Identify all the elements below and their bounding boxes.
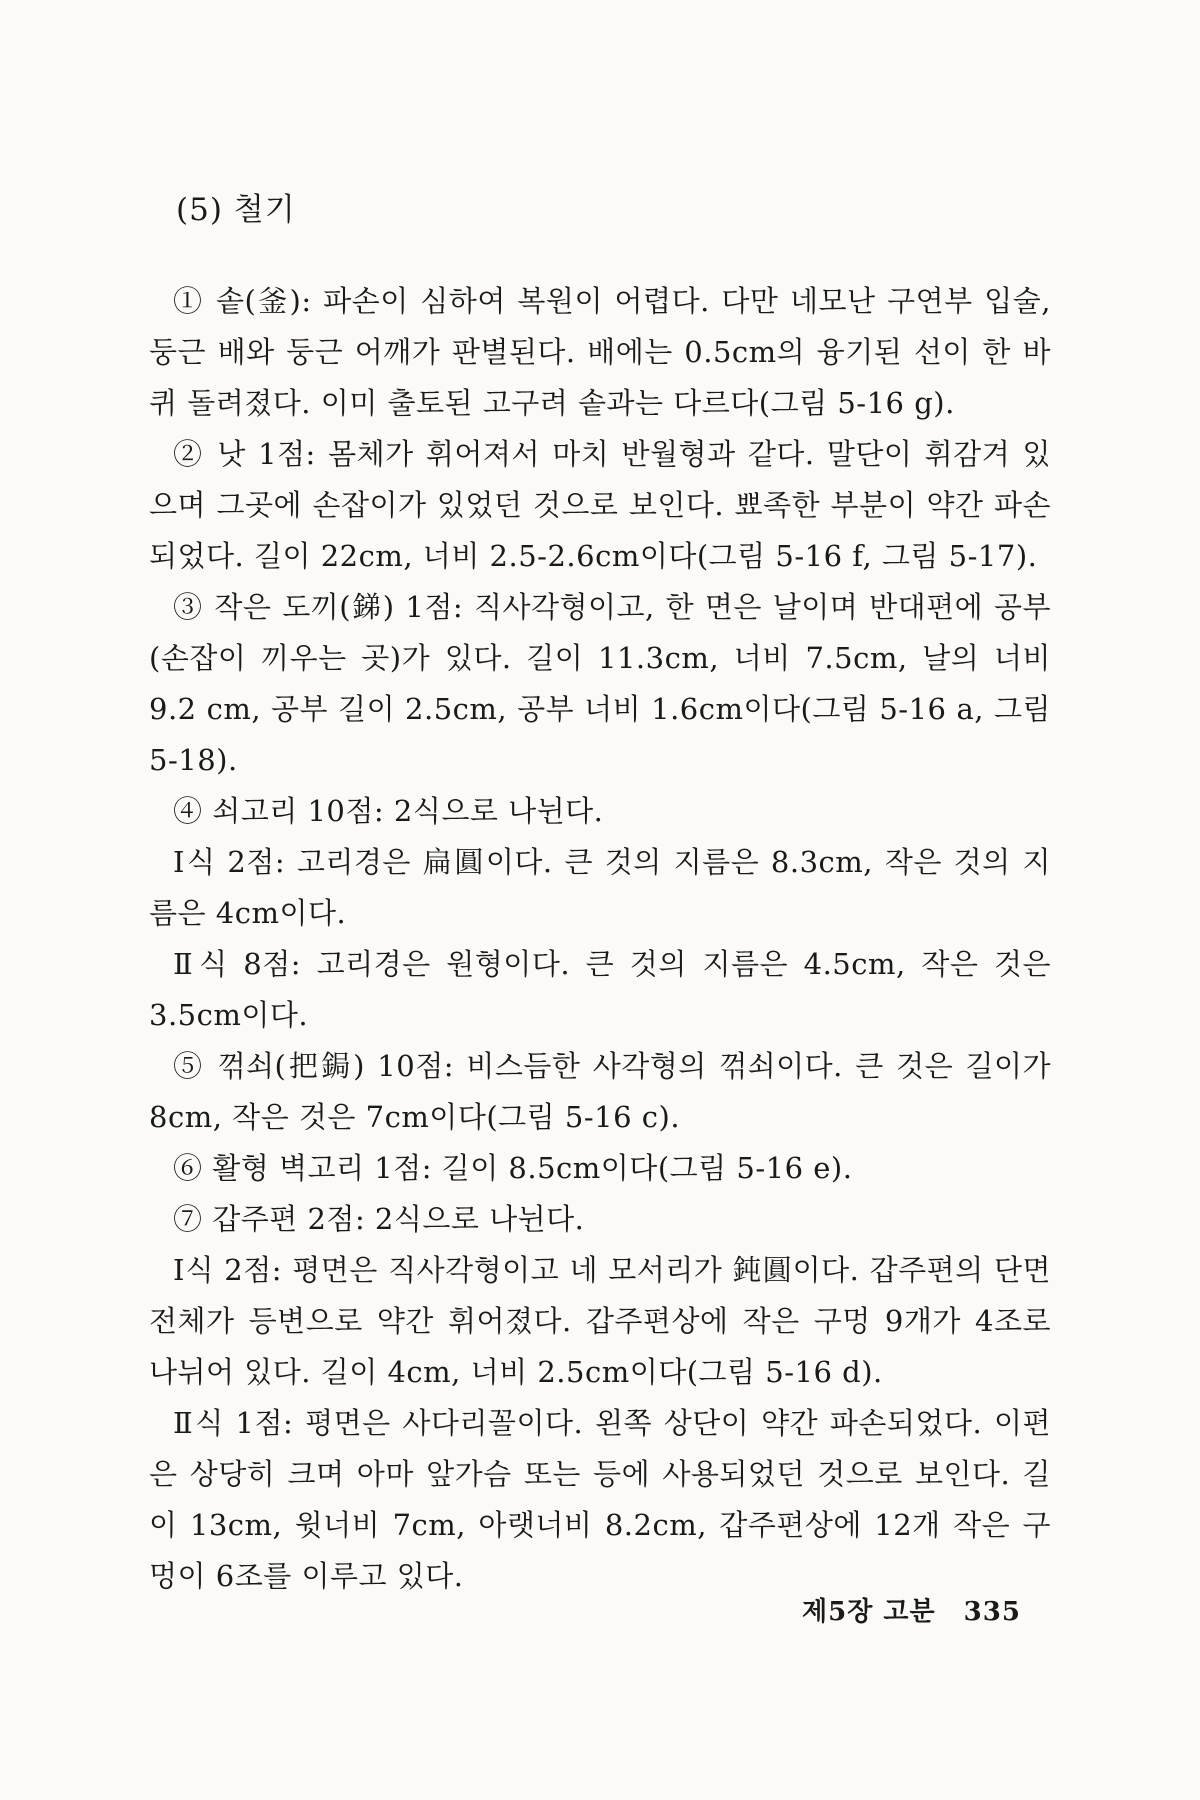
paragraph-clamps: ⑤ 꺾쇠(把鋦) 10점: 비스듬한 사각형의 꺾쇠이다. 큰 것은 길이가 8cm, 작은 것은 7cm이다(그림 5-16 c). [149,1049,1051,1134]
page-footer [802,1591,1021,1628]
paragraph-iron-rings-type-2: Ⅱ식 8점: 고리경은 원형이다. 큰 것의 지름은 4.5cm, 작은 것은 3.5cm이다. [149,947,1051,1032]
paragraph-cauldron: ① 솥(釜): 파손이 심하여 복원이 어렵다. 다만 네모난 구연부 입술, 둥근 배와 둥근 어깨가 판별된다. 배에는 0.5cm의 융기된 선이 한 바퀴 돌려졌다. 이미 출토된 고구려 솥과는 다르다(그림 5-16 g). [149,284,1051,420]
page-number: 335 [963,1597,1021,1627]
body-text [149,276,1051,1602]
paragraph-small-axe: ③ 작은 도끼(銻) 1점: 직사각형이고, 한 면은 날이며 반대편에 공부(손잡이 끼우는 곳)가 있다. 길이 11.3cm, 너비 7.5cm, 날의 너비 9.2 cm, 공부 길이 2.5cm, 공부 너비 1.6cm이다(그림 5-16 a, 그림 5-18). [149,590,1051,777]
chapter-label: 제5장 고분 [802,1597,936,1627]
paragraph-iron-rings: ④ 쇠고리 10점: 2식으로 나뉜다. [173,794,604,828]
section-title: (5) 철기 [176,192,296,228]
paragraph-armor-plates: ⑦ 갑주편 2점: 2식으로 나뉜다. [173,1202,585,1236]
paragraph-armor-type-1: Ⅰ식 2점: 평면은 직사각형이고 네 모서리가 鈍圓이다. 갑주편의 단면 전체가 등변으로 약간 휘어졌다. 갑주편상에 작은 구멍 9개가 4조로 나뉘어 있다. 길이 4cm, 너비 2.5cm이다(그림 5-16 d). [149,1253,1051,1389]
paragraph-wall-hook: ⑥ 활형 벽고리 1점: 길이 8.5cm이다(그림 5-16 e). [173,1151,853,1185]
paragraph-iron-rings-type-1: Ⅰ식 2점: 고리경은 扁圓이다. 큰 것의 지름은 8.3cm, 작은 것의 지름은 4cm이다. [149,845,1051,930]
paragraph-armor-type-2: Ⅱ식 1점: 평면은 사다리꼴이다. 왼쪽 상단이 약간 파손되었다. 이편은 상당히 크며 아마 앞가슴 또는 등에 사용되었던 것으로 보인다. 길이 13cm, 윗너비 7cm, 아랫너비 8.2cm, 갑주편상에 12개 작은 구멍이 6조를 이루고 있다. [149,1406,1051,1593]
paragraph-sickle: ② 낫 1점: 몸체가 휘어져서 마치 반월형과 같다. 말단이 휘감겨 있으며 그곳에 손잡이가 있었던 것으로 보인다. 뾰족한 부분이 약간 파손되었다. 길이 22cm, 너비 2.5-2.6cm이다(그림 5-16 f, 그림 5-17). [149,437,1051,573]
